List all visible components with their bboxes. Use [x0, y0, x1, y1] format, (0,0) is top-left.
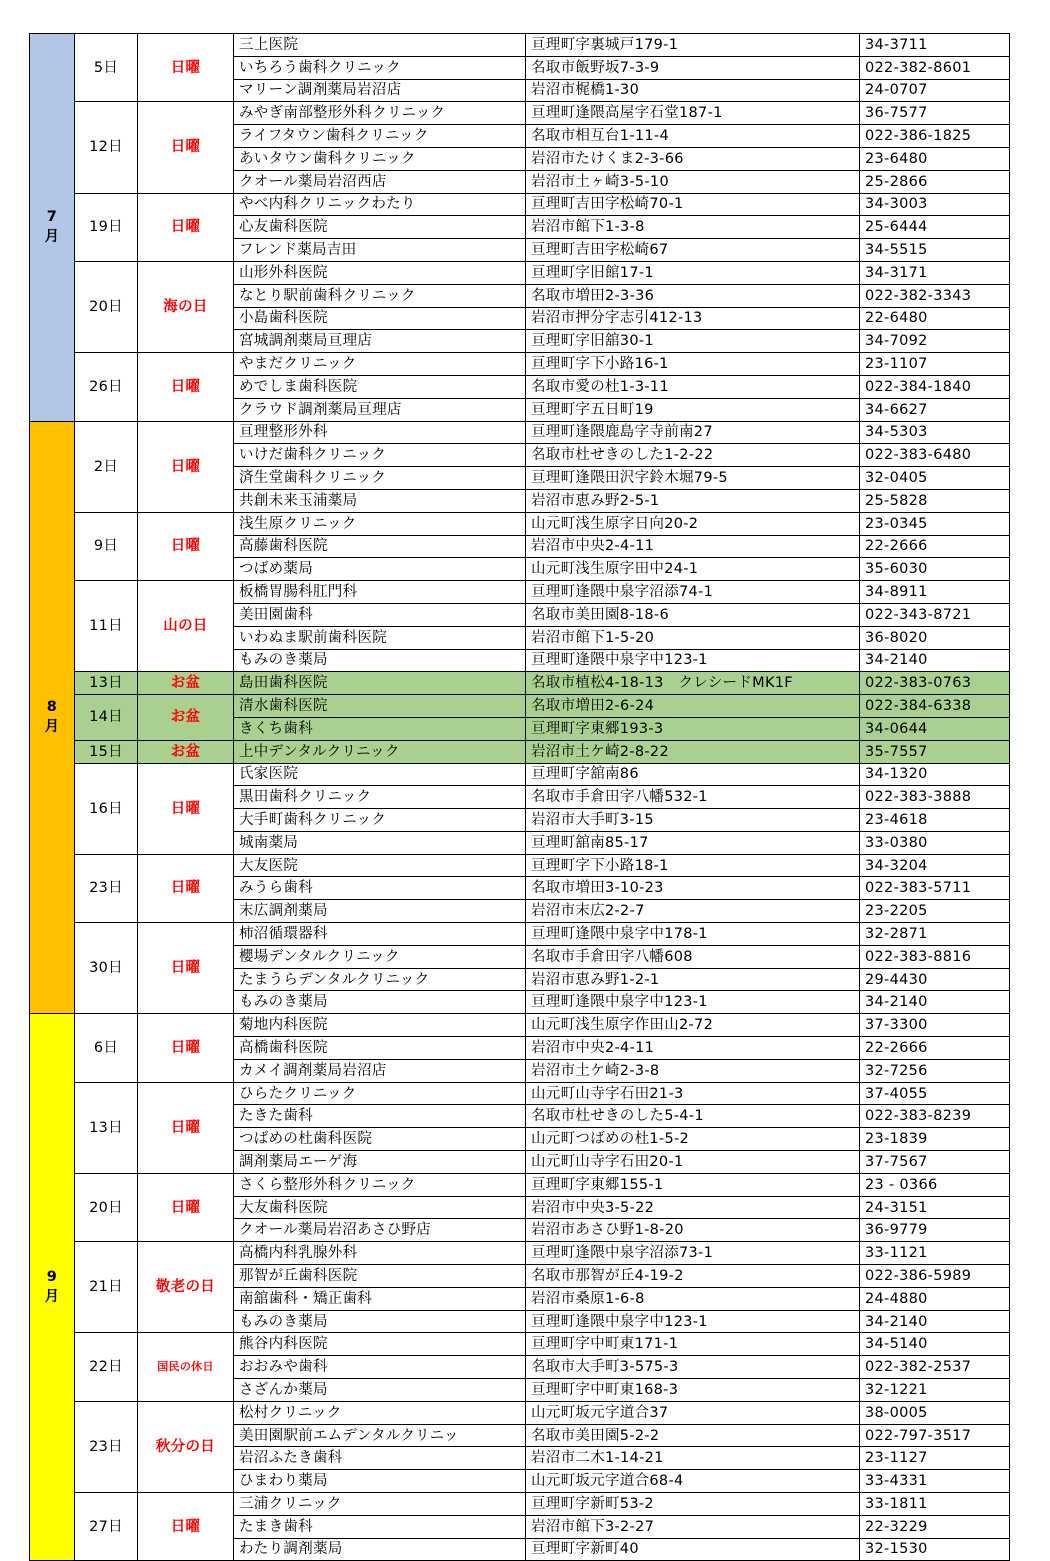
phone-cell: 23-4618 [860, 809, 1010, 832]
facility-name-cell: つばめの杜歯科医院 [234, 1128, 526, 1151]
facility-name-cell: 柿沼循環器科 [234, 923, 526, 946]
date-cell: 22日 [75, 1333, 138, 1401]
facility-name-cell: ひらたクリニック [234, 1082, 526, 1105]
facility-name-cell: たきた歯科 [234, 1105, 526, 1128]
address-cell: 山元町坂元字道合68-4 [526, 1470, 860, 1493]
address-cell: 山元町山寺字石田21-3 [526, 1082, 860, 1105]
address-cell: 亘理町字旧館17-1 [526, 261, 860, 284]
table-row [30, 672, 1010, 695]
address-cell: 岩沼市二木1-14-21 [526, 1447, 860, 1470]
table-row [30, 695, 1010, 718]
address-cell: 岩沼市館下3-2-27 [526, 1515, 860, 1538]
address-cell: 名取市増田2-3-36 [526, 284, 860, 307]
facility-name-cell: 岩沼ふたき歯科 [234, 1447, 526, 1470]
phone-cell: 35-7557 [860, 740, 1010, 763]
holiday-type-cell: 日曜 [138, 1082, 234, 1173]
facility-name-cell: 心友歯科医院 [234, 216, 526, 239]
table-row [30, 923, 1010, 946]
phone-cell: 34-5515 [860, 239, 1010, 262]
table-row [30, 421, 1010, 444]
address-cell: 山元町坂元字道合37 [526, 1401, 860, 1424]
address-cell: 岩沼市中央3-5-22 [526, 1196, 860, 1219]
phone-cell: 34-3171 [860, 261, 1010, 284]
facility-name-cell: 櫻場デンタルクリニック [234, 945, 526, 968]
table-row [30, 512, 1010, 535]
facility-name-cell: 小島歯科医院 [234, 307, 526, 330]
phone-cell: 34-5303 [860, 421, 1010, 444]
phone-cell: 22-6480 [860, 307, 1010, 330]
address-cell: 亘理町逢隈中泉字沼添73-1 [526, 1242, 860, 1265]
facility-name-cell: 共創未来玉浦薬局 [234, 489, 526, 512]
holiday-type-cell: 日曜 [138, 102, 234, 193]
phone-cell: 022-343-8721 [860, 603, 1010, 626]
address-cell: 岩沼市館下1-3-8 [526, 216, 860, 239]
address-cell: 亘理町逢隈田沢字鈴木堀79-5 [526, 467, 860, 490]
address-cell: 岩沼市あさひ野1-8-20 [526, 1219, 860, 1242]
month-label [30, 1014, 75, 1561]
address-cell: 亘理町字五日町19 [526, 398, 860, 421]
facility-name-cell: みうら歯科 [234, 877, 526, 900]
address-cell: 名取市那智が丘4-19-2 [526, 1265, 860, 1288]
phone-cell: 33-0380 [860, 831, 1010, 854]
phone-cell: 022-383-0763 [860, 672, 1010, 695]
holiday-type-cell: 日曜 [138, 421, 234, 512]
facility-name-cell: 三浦クリニック [234, 1493, 526, 1516]
phone-cell: 34-2140 [860, 991, 1010, 1014]
facility-name-cell: 浅生原クリニック [234, 512, 526, 535]
phone-cell: 022-382-3343 [860, 284, 1010, 307]
date-cell: 6日 [75, 1014, 138, 1082]
table-row [30, 581, 1010, 604]
address-cell: 岩沼市たけくま2-3-66 [526, 147, 860, 170]
address-cell: 亘理町舘南85-17 [526, 831, 860, 854]
address-cell: 名取市美田園8-18-6 [526, 603, 860, 626]
address-cell: 名取市杜せきのした5-4-1 [526, 1105, 860, 1128]
phone-cell: 34-2140 [860, 1310, 1010, 1333]
facility-name-cell: 熊谷内科医院 [234, 1333, 526, 1356]
phone-cell: 33-4331 [860, 1470, 1010, 1493]
facility-name-cell: ひまわり薬局 [234, 1470, 526, 1493]
date-cell: 12日 [75, 102, 138, 193]
address-cell: 岩沼市梶橋1-30 [526, 79, 860, 102]
date-cell: 23日 [75, 854, 138, 922]
phone-cell: 32-7256 [860, 1059, 1010, 1082]
phone-cell: 23-1127 [860, 1447, 1010, 1470]
phone-cell: 33-1121 [860, 1242, 1010, 1265]
table-row [30, 261, 1010, 284]
facility-name-cell: 高藤歯科医院 [234, 535, 526, 558]
facility-name-cell: フレンド薬局吉田 [234, 239, 526, 262]
facility-name-cell: マリーン調剤薬局岩沼店 [234, 79, 526, 102]
facility-name-cell: やまだクリニック [234, 353, 526, 376]
facility-name-cell: カメイ調剤薬局岩沼店 [234, 1059, 526, 1082]
address-cell: 岩沼市押分字志引412-13 [526, 307, 860, 330]
address-cell: 岩沼市館下1-5-20 [526, 626, 860, 649]
holiday-type-cell: 日曜 [138, 1173, 234, 1241]
table-row [30, 1173, 1010, 1196]
facility-name-cell: クオール薬局岩沼あさひ野店 [234, 1219, 526, 1242]
holiday-type-cell: 日曜 [138, 854, 234, 922]
address-cell: 岩沼市桑原1-6-8 [526, 1287, 860, 1310]
address-cell: 岩沼市中央2-4-11 [526, 1037, 860, 1060]
holiday-type-cell: 秋分の日 [138, 1401, 234, 1492]
address-cell: 亘理町字東郷193-3 [526, 717, 860, 740]
phone-cell: 35-6030 [860, 558, 1010, 581]
phone-cell: 23-0345 [860, 512, 1010, 535]
facility-name-cell: きくち歯科 [234, 717, 526, 740]
facility-name-cell: クラウド調剤薬局亘理店 [234, 398, 526, 421]
facility-name-cell: 氏家医院 [234, 763, 526, 786]
facility-name-cell: 高橋歯科医院 [234, 1037, 526, 1060]
date-cell: 27日 [75, 1493, 138, 1561]
table-row [30, 102, 1010, 125]
date-cell: 14日 [75, 695, 138, 741]
address-cell: 名取市相互台1-11-4 [526, 125, 860, 148]
address-cell: 亘理町逢隈中泉字沼添74-1 [526, 581, 860, 604]
phone-cell: 022-797-3517 [860, 1424, 1010, 1447]
facility-name-cell: さくら整形外科クリニック [234, 1173, 526, 1196]
phone-cell: 24-3151 [860, 1196, 1010, 1219]
address-cell: 名取市杜せきのした1-2-22 [526, 444, 860, 467]
phone-cell: 36-7577 [860, 102, 1010, 125]
address-cell: 亘理町逢隈高屋字石堂187-1 [526, 102, 860, 125]
facility-name-cell: やべ内科クリニックわたり [234, 193, 526, 216]
facility-name-cell: いわぬま駅前歯科医院 [234, 626, 526, 649]
holiday-type-cell: 日曜 [138, 763, 234, 854]
phone-cell: 23 - 0366 [860, 1173, 1010, 1196]
phone-cell: 23-2205 [860, 900, 1010, 923]
address-cell: 名取市愛の杜1-3-11 [526, 375, 860, 398]
phone-cell: 022-386-5989 [860, 1265, 1010, 1288]
holiday-type-cell: 国民の休日 [138, 1333, 234, 1401]
holiday-type-cell: 日曜 [138, 1014, 234, 1082]
holiday-type-cell: 日曜 [138, 353, 234, 421]
date-cell: 30日 [75, 923, 138, 1014]
address-cell: 亘理町字新町40 [526, 1538, 860, 1561]
address-cell: 名取市大手町3-575-3 [526, 1356, 860, 1379]
address-cell: 名取市増田2-6-24 [526, 695, 860, 718]
address-cell: 亘理町字下小路18-1 [526, 854, 860, 877]
address-cell: 名取市飯野坂7-3-9 [526, 56, 860, 79]
facility-name-cell: 島田歯科医院 [234, 672, 526, 695]
facility-name-cell: 末広調剤薬局 [234, 900, 526, 923]
phone-cell: 34-8911 [860, 581, 1010, 604]
phone-cell: 37-4055 [860, 1082, 1010, 1105]
holiday-type-cell: 海の日 [138, 261, 234, 352]
date-cell: 13日 [75, 1082, 138, 1173]
phone-cell: 022-383-8239 [860, 1105, 1010, 1128]
phone-cell: 29-4430 [860, 968, 1010, 991]
phone-cell: 34-3204 [860, 854, 1010, 877]
phone-cell: 25-6444 [860, 216, 1010, 239]
facility-name-cell: 南舘歯科・矯正歯科 [234, 1287, 526, 1310]
address-cell: 亘理町吉田字松崎70-1 [526, 193, 860, 216]
phone-cell: 34-3003 [860, 193, 1010, 216]
facility-name-cell: 大友医院 [234, 854, 526, 877]
address-cell: 亘理町字新町53-2 [526, 1493, 860, 1516]
phone-cell: 25-2866 [860, 170, 1010, 193]
facility-name-cell: いちろう歯科クリニック [234, 56, 526, 79]
phone-cell: 022-386-1825 [860, 125, 1010, 148]
facility-name-cell: 山形外科医院 [234, 261, 526, 284]
address-cell: 名取市手倉田字八幡532-1 [526, 786, 860, 809]
facility-name-cell: 上中デンタルクリニック [234, 740, 526, 763]
holiday-duty-schedule-table [29, 33, 1010, 1561]
facility-name-cell: なとり駅前歯科クリニック [234, 284, 526, 307]
phone-cell: 34-1320 [860, 763, 1010, 786]
holiday-type-cell: 日曜 [138, 34, 234, 102]
address-cell: 山元町つばめの杜1-5-2 [526, 1128, 860, 1151]
facility-name-cell: 高橋内科乳腺外科 [234, 1242, 526, 1265]
phone-cell: 022-383-8816 [860, 945, 1010, 968]
date-cell: 19日 [75, 193, 138, 261]
address-cell: 岩沼市中央2-4-11 [526, 535, 860, 558]
facility-name-cell: 美田園駅前エムデンタルクリニッ [234, 1424, 526, 1447]
table-row [30, 1493, 1010, 1516]
phone-cell: 022-384-6338 [860, 695, 1010, 718]
facility-name-cell: いけだ歯科クリニック [234, 444, 526, 467]
address-cell: 岩沼市恵み野2-5-1 [526, 489, 860, 512]
phone-cell: 24-0707 [860, 79, 1010, 102]
facility-name-cell: おおみや歯科 [234, 1356, 526, 1379]
facility-name-cell: 城南薬局 [234, 831, 526, 854]
address-cell: 亘理町字旧舘30-1 [526, 330, 860, 353]
holiday-type-cell: 日曜 [138, 1493, 234, 1561]
facility-name-cell: さざんか薬局 [234, 1379, 526, 1402]
date-cell: 23日 [75, 1401, 138, 1492]
facility-name-cell: 清水歯科医院 [234, 695, 526, 718]
address-cell: 亘理町逢隈中泉字中123-1 [526, 991, 860, 1014]
table-row [30, 193, 1010, 216]
table-row [30, 1401, 1010, 1424]
phone-cell: 23-6480 [860, 147, 1010, 170]
phone-cell: 34-5140 [860, 1333, 1010, 1356]
holiday-type-cell: 日曜 [138, 923, 234, 1014]
facility-name-cell: 三上医院 [234, 34, 526, 57]
address-cell: 亘理町逢隈中泉字中123-1 [526, 649, 860, 672]
facility-name-cell: 大友歯科医院 [234, 1196, 526, 1219]
phone-cell: 34-6627 [860, 398, 1010, 421]
address-cell: 岩沼市末広2-2-7 [526, 900, 860, 923]
table-row [30, 1333, 1010, 1356]
address-cell: 亘理町字裏城戸179-1 [526, 34, 860, 57]
facility-name-cell: あいタウン歯科クリニック [234, 147, 526, 170]
phone-cell: 022-383-6480 [860, 444, 1010, 467]
holiday-type-cell: お盆 [138, 672, 234, 695]
date-cell: 2日 [75, 421, 138, 512]
facility-name-cell: もみのき薬局 [234, 1310, 526, 1333]
facility-name-cell: 黒田歯科クリニック [234, 786, 526, 809]
facility-name-cell: 美田園歯科 [234, 603, 526, 626]
phone-cell: 36-9779 [860, 1219, 1010, 1242]
phone-cell: 34-2140 [860, 649, 1010, 672]
holiday-type-cell: 山の日 [138, 581, 234, 672]
date-cell: 13日 [75, 672, 138, 695]
phone-cell: 38-0005 [860, 1401, 1010, 1424]
facility-name-cell: 菊地内科医院 [234, 1014, 526, 1037]
holiday-type-cell: 敬老の日 [138, 1242, 234, 1333]
facility-name-cell: ライフタウン歯科クリニック [234, 125, 526, 148]
address-cell: 岩沼市土ケ崎2-3-8 [526, 1059, 860, 1082]
facility-name-cell: わたり調剤薬局 [234, 1538, 526, 1561]
address-cell: 岩沼市恵み野1-2-1 [526, 968, 860, 991]
address-cell: 亘理町字下小路16-1 [526, 353, 860, 376]
date-cell: 20日 [75, 261, 138, 352]
facility-name-cell: 亘理整形外科 [234, 421, 526, 444]
phone-cell: 23-1839 [860, 1128, 1010, 1151]
phone-cell: 34-7092 [860, 330, 1010, 353]
date-cell: 9日 [75, 512, 138, 580]
phone-cell: 33-1811 [860, 1493, 1010, 1516]
phone-cell: 22-2666 [860, 1037, 1010, 1060]
month-label [30, 421, 75, 1014]
facility-name-cell: たまうらデンタルクリニック [234, 968, 526, 991]
date-cell: 26日 [75, 353, 138, 421]
address-cell: 亘理町字中町東168-3 [526, 1379, 860, 1402]
phone-cell: 34-0644 [860, 717, 1010, 740]
address-cell: 山元町浅生原字日向20-2 [526, 512, 860, 535]
date-cell: 15日 [75, 740, 138, 763]
phone-cell: 37-7567 [860, 1151, 1010, 1174]
facility-name-cell: 那智が丘歯科医院 [234, 1265, 526, 1288]
facility-name-cell: もみのき薬局 [234, 649, 526, 672]
address-cell: 名取市植松4-18-13 クレシードMK1F [526, 672, 860, 695]
address-cell: 山元町山寺字石田20-1 [526, 1151, 860, 1174]
table-row [30, 740, 1010, 763]
month-label-text: 7 月 [44, 209, 60, 246]
table-row [30, 34, 1010, 57]
month-label [30, 34, 75, 422]
phone-cell: 022-383-3888 [860, 786, 1010, 809]
phone-cell: 37-3300 [860, 1014, 1010, 1037]
date-cell: 5日 [75, 34, 138, 102]
phone-cell: 24-4880 [860, 1287, 1010, 1310]
month-label-text: 8 月 [44, 699, 60, 736]
phone-cell: 32-2871 [860, 923, 1010, 946]
date-cell: 20日 [75, 1173, 138, 1241]
phone-cell: 32-0405 [860, 467, 1010, 490]
holiday-type-cell: 日曜 [138, 193, 234, 261]
facility-name-cell: みやぎ南部整形外科クリニック [234, 102, 526, 125]
phone-cell: 022-383-5711 [860, 877, 1010, 900]
holiday-type-cell: お盆 [138, 695, 234, 741]
phone-cell: 34-3711 [860, 34, 1010, 57]
facility-name-cell: クオール薬局岩沼西店 [234, 170, 526, 193]
phone-cell: 22-3229 [860, 1515, 1010, 1538]
address-cell: 亘理町逢隈中泉字中123-1 [526, 1310, 860, 1333]
facility-name-cell: たまき歯科 [234, 1515, 526, 1538]
phone-cell: 022-384-1840 [860, 375, 1010, 398]
holiday-type-cell: 日曜 [138, 512, 234, 580]
phone-cell: 32-1530 [860, 1538, 1010, 1561]
facility-name-cell: 板橋胃腸科肛門科 [234, 581, 526, 604]
address-cell: 亘理町字東郷155-1 [526, 1173, 860, 1196]
address-cell: 岩沼市土ケ崎2-8-22 [526, 740, 860, 763]
address-cell: 名取市増田3-10-23 [526, 877, 860, 900]
table-row [30, 854, 1010, 877]
phone-cell: 022-382-8601 [860, 56, 1010, 79]
facility-name-cell: 宮城調剤薬局亘理店 [234, 330, 526, 353]
address-cell: 名取市美田園5-2-2 [526, 1424, 860, 1447]
phone-cell: 32-1221 [860, 1379, 1010, 1402]
address-cell: 岩沼市土ヶ崎3-5-10 [526, 170, 860, 193]
facility-name-cell: 大手町歯科クリニック [234, 809, 526, 832]
facility-name-cell: つばめ薬局 [234, 558, 526, 581]
table-row [30, 1082, 1010, 1105]
facility-name-cell: 済生堂歯科クリニック [234, 467, 526, 490]
table-row [30, 353, 1010, 376]
phone-cell: 22-2666 [860, 535, 1010, 558]
phone-cell: 25-5828 [860, 489, 1010, 512]
facility-name-cell: もみのき薬局 [234, 991, 526, 1014]
holiday-type-cell: お盆 [138, 740, 234, 763]
date-cell: 11日 [75, 581, 138, 672]
address-cell: 名取市手倉田字八幡608 [526, 945, 860, 968]
phone-cell: 36-8020 [860, 626, 1010, 649]
table-row [30, 1014, 1010, 1037]
facility-name-cell: めでしま歯科医院 [234, 375, 526, 398]
date-cell: 21日 [75, 1242, 138, 1333]
address-cell: 山元町浅生原字田中24-1 [526, 558, 860, 581]
address-cell: 岩沼市大手町3-15 [526, 809, 860, 832]
address-cell: 亘理町吉田字松崎67 [526, 239, 860, 262]
address-cell: 亘理町逢隈中泉字中178-1 [526, 923, 860, 946]
facility-name-cell: 松村クリニック [234, 1401, 526, 1424]
facility-name-cell: 調剤薬局エーゲ海 [234, 1151, 526, 1174]
address-cell: 亘理町字舘南86 [526, 763, 860, 786]
month-label-text: 9 月 [44, 1269, 60, 1306]
date-cell: 16日 [75, 763, 138, 854]
phone-cell: 022-382-2537 [860, 1356, 1010, 1379]
table-row [30, 1242, 1010, 1265]
address-cell: 亘理町字中町東171-1 [526, 1333, 860, 1356]
phone-cell: 23-1107 [860, 353, 1010, 376]
address-cell: 山元町浅生原字作田山2-72 [526, 1014, 860, 1037]
table-row [30, 763, 1010, 786]
address-cell: 亘理町逢隈鹿島字寺前南27 [526, 421, 860, 444]
